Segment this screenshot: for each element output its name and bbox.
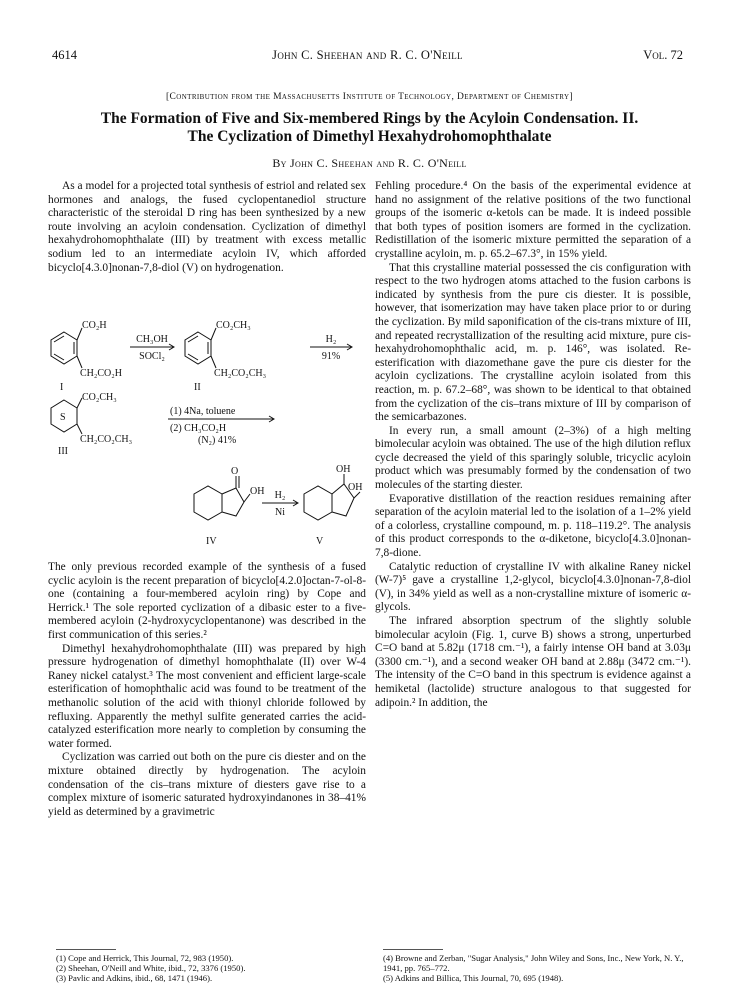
left-column-body [48, 561, 366, 819]
title-line-1: The Formation of Five and Six-membered Rings by the Acyloin Condensation. II. [100, 110, 639, 127]
compound-label-ii: II [194, 382, 201, 393]
compound-iii [51, 392, 132, 457]
footnotes-right [383, 953, 689, 983]
compound-label-i: I [60, 382, 64, 393]
ring-symbol-iii: S [60, 412, 66, 423]
compound-i [51, 320, 122, 393]
compound-iv [194, 466, 264, 547]
reagent-line-2: (2) CH₃CO₂H [170, 423, 227, 434]
reagent-below-2: 91% [321, 351, 341, 362]
page-number: 4614 [52, 48, 77, 62]
substituent-bottom-iii: CH₂CO₂CH₃ [80, 434, 133, 445]
arrow-3 [168, 406, 274, 446]
compound-label-v: V [316, 536, 324, 547]
paragraph: Evaporative distillation of the reaction residues remaining after separation of the acyloin material led to the isolation of a 1–2% yield of a colorless, crystalline compound, m. p. 118–119.2°. The analysis of this product corresponds to the α-diketone, bicyclo[4.3.0]nonan-7,8-dione. [375, 492, 691, 560]
compound-ii [185, 320, 266, 393]
paragraph: Dimethyl hexahydrohomophthalate (III) was prepared by high pressure hydrogenation of dimethyl homophthalate (II) over W-4 Raney nickel catalyst.³ The most convenient and efficient large-scale esterification of homophthalic acid was found to be treatment of the methanolic solution of the acid with thionyl chloride followed by refluxing. Apparently the methyl sulfite generated carries the acid-catalyzed esterification more nearly to completion by consuming the water formed. [48, 642, 366, 750]
running-title: John C. Sheehan and R. C. O'Neill [272, 48, 463, 62]
arrow-4 [262, 490, 298, 518]
cyclohexane-ring-iv [194, 486, 222, 520]
hydroxyl-iv: OH [250, 486, 265, 497]
footnotes-left [56, 953, 366, 983]
footnote: (2) Sheehan, O'Neill and White, ibid., 72, 3376 (1950). [56, 963, 246, 973]
paragraph: As a model for a projected total synthesis of estriol and related sex hormones and analogs, the fused cyclopentanediol structure characteristic of the steroidal D ring has been synthesized by a new route involving an acyloin condensation. Cyclization of dimethyl hexahydrohomophthalate (III) by treatment with excess metallic sodium led to an intermediate acyloin IV, which afforded bicyclo[4.3.0]nonan-7,8-diol (V) on hydrogenation. [48, 180, 366, 274]
carbonyl-o-iv: O [231, 466, 239, 477]
footnote: (3) Pavlic and Adkins, ibid., 68, 1471 (1946). [56, 973, 213, 983]
benzene-ring-ii [185, 332, 211, 364]
compound-label-iii: III [58, 446, 68, 457]
right-column-body [375, 180, 691, 710]
reagent-line-1: (1) 4Na, toluene [170, 406, 236, 417]
substituent-top-ii: CO₂CH₃ [216, 320, 251, 331]
reaction-scheme [48, 316, 366, 556]
reagent-below-4: Ni [275, 507, 285, 518]
cyclopentane-ring-iv [222, 488, 244, 516]
footnote-rule-left [56, 949, 116, 950]
substituent-bottom-i: CH₂CO₂H [80, 368, 122, 379]
article-title [40, 110, 699, 146]
footnote: (5) Adkins and Billica, This Journal, 70, 695 (1948). [383, 973, 564, 983]
substituent-top-iii: CO₂CH₃ [82, 392, 117, 403]
paragraph: That this crystalline material possessed the cis configuration with respect to the two hydrogen atoms attached to the fusion carbons is indicated by synthesis from the pure cis diester. It is possible, however, that isomerization may have taken place prior to or during the cyclization. By mild saponification of the cis-trans mixture of III, and repeated recrystallization of the resulting acid mixture, pure cis-hexahydrohomophthalic acid, m. p. 146°, was isolated. Re-esterification with diazomethane gave the pure cis diester for the acyloin cyclizations. The crystalline acyloin isolated from this reaction, m. p. 67.2–68°, was shown to be identical to that obtained from the cyclization of the cis–trans mixture of III by comparison of the semicarbazones. [375, 261, 691, 424]
reagent-below-1: SOCl₂ [139, 351, 165, 362]
arrow-2 [310, 334, 352, 362]
contribution-note: [Contribution from the Massachusetts Institute of Technology, Department of Chemistry] [165, 92, 574, 102]
hydroxyl-v-1: OH [336, 464, 351, 475]
footnote: (4) Browne and Zerban, "Sugar Analysis," John Wiley and Sons, Inc., New York, N. Y., 1941, pp. 765–772. [383, 953, 684, 973]
cyclohexane-ring-v [304, 486, 332, 520]
footnote: (1) Cope and Herrick, This Journal, 72, 983 (1950). [56, 953, 234, 963]
paragraph: Catalytic reduction of crystalline IV with alkaline Raney nickel (W-7)⁵ gave a crystalline 1,2-glycol, bicyclo[4.3.0]nonan-7,8-diol (V), in 34% yield as well as a non-crystalline mixture of isomeric α-glycols. [375, 560, 691, 614]
reagent-above-2: H₂ [325, 334, 337, 345]
substituent-top-i: CO₂H [82, 320, 107, 331]
reagent-above-4: H₂ [274, 490, 286, 501]
reagent-above-1: CH₃OH [136, 334, 168, 345]
left-column-intro [48, 180, 366, 275]
paragraph: The infrared absorption spectrum of the slightly soluble bimolecular acyloin (Fig. 1, curve B) shows a strong, unperturbed C=O band at 5.82μ (1718 cm.⁻¹), a fairly intense OH band at 3.03μ (3300 cm.⁻¹), and a second weaker OH band at 2.88μ (3472 cm.⁻¹). The intensity of the C=O band in this spectrum is evidence against a hemiketal (lactolide) structure analogous to that suggested for adipoin.² In addition, the [375, 615, 691, 709]
paragraph: The only previous recorded example of the synthesis of a fused cyclic acyloin is the recent preparation of bicyclo[4.2.0]octan-7-ol-8-one (containing a four-membered acyloin ring) by Cope and Herrick.¹ The sole reported cyclization of a dibasic ester to a five-membered acyloin (2-hydroxycyclopentanone) was described in the first communication of this series.² [48, 561, 366, 641]
hydroxyl-v-2: OH [348, 482, 363, 493]
volume-label: Vol. 72 [643, 48, 683, 62]
benzene-ring-i [51, 332, 77, 364]
arrow-1 [130, 334, 174, 362]
reagent-line-3: (N₂) 41% [198, 435, 237, 446]
paragraph: In every run, a small amount (2–3%) of a high melting bimolecular acyloin was obtained. The use of the high dilution reflux cycle decreased the yield of this sparingly soluble, tricyclic acyloin product which was presumably formed by the condensation of two molecules of the starting diester. [375, 424, 691, 492]
paragraph: Cyclization was carried out both on the pure cis diester and on the mixture obtained directly by hydrogenation. The acyloin condensation of the cis–trans mixture of diesters gave rise to a complex mixture of isomeric saturated hydroxyindanones in 38–41% yield as determined by a gravimetric [48, 751, 366, 818]
byline: By John C. Sheehan and R. C. O'Neill [272, 156, 467, 170]
running-header [52, 48, 683, 64]
paragraph: Fehling procedure.⁴ On the basis of the experimental evidence at hand no assignment of the relative positions of the two functional groups of the isomeric α-ketols can be made. It is indeed possible that both types of position isomers are formed in the cyclization. Redistillation of the isomeric mixture permitted the separation of a crystalline acyloin, m. p. 65.2–67.3°, in 15% yield. [375, 180, 691, 260]
compound-label-iv: IV [206, 536, 217, 547]
footnote-rule-right [383, 949, 443, 950]
substituent-bottom-ii: CH₂CO₂CH₃ [214, 368, 267, 379]
title-line-2: The Cyclization of Dimethyl Hexahydrohomophthalate [187, 128, 552, 145]
compound-v [304, 464, 362, 547]
